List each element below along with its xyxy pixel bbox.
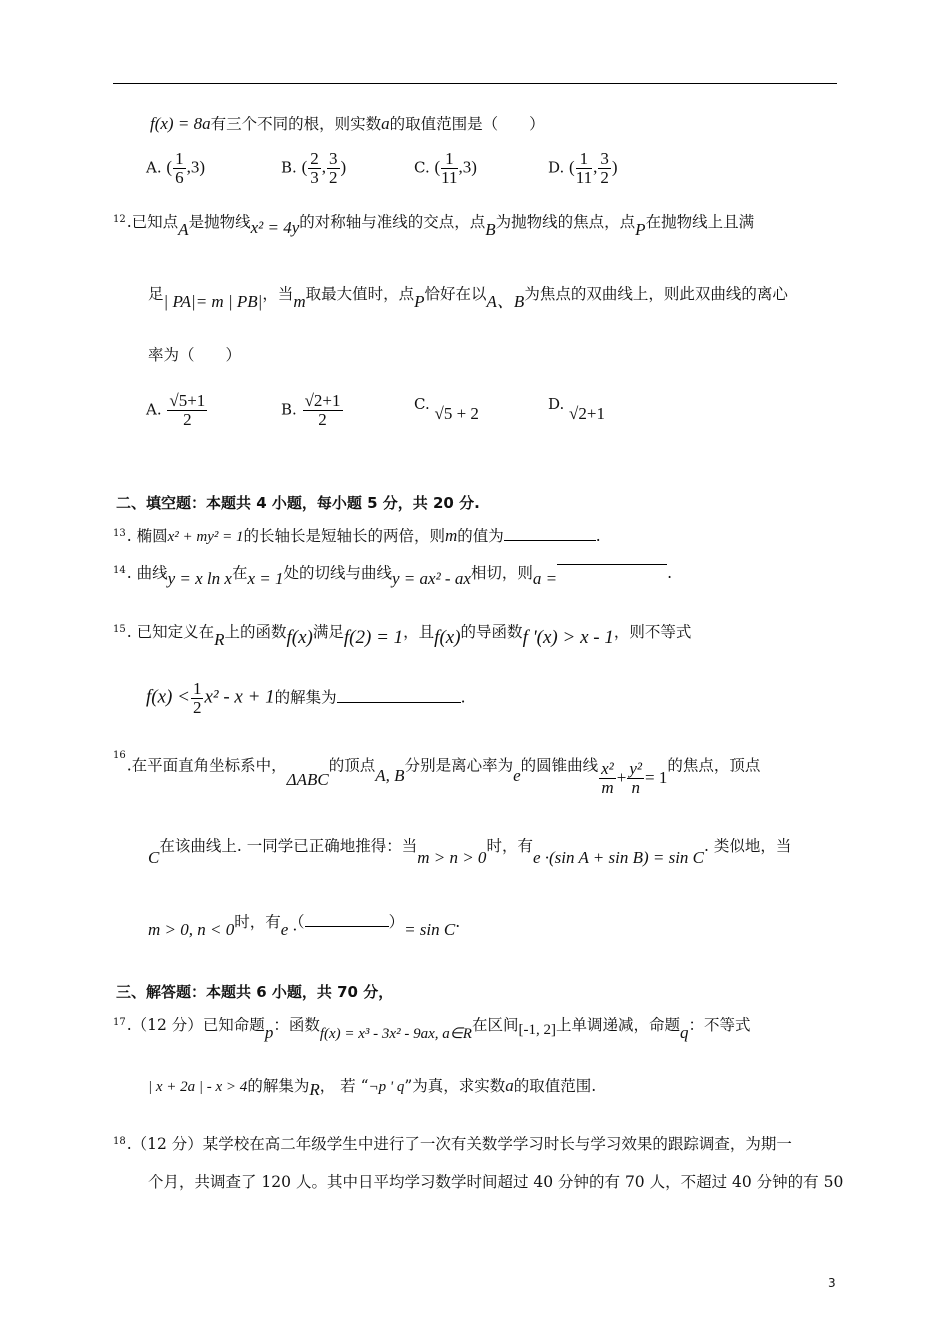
math: | PA|= m | PB| xyxy=(163,292,263,311)
q12-option-c xyxy=(414,394,479,423)
option-letter: B. xyxy=(281,400,297,419)
text: . 曲线 xyxy=(126,564,168,582)
q17-line-1 xyxy=(113,1015,751,1042)
math: R xyxy=(309,1080,320,1099)
denominator: n xyxy=(631,778,640,797)
text: 时，有 xyxy=(486,837,533,855)
answer-blank[interactable] xyxy=(337,688,461,703)
text: 为抛物线的焦点，点 xyxy=(495,213,636,231)
q16-line-1 xyxy=(113,748,761,797)
numerator: 2 xyxy=(310,149,319,168)
math: f(x) < xyxy=(146,686,190,708)
numerator: 1 xyxy=(192,679,202,698)
text: 在该曲线上. 一同学已正确地推得：当 xyxy=(159,837,418,855)
math: = sin C xyxy=(404,920,456,939)
option-rest: ,3) xyxy=(186,157,205,177)
question-number: 18 xyxy=(113,1136,126,1147)
text: ） xyxy=(388,913,405,931)
text: . 椭圆 xyxy=(126,527,168,545)
denominator: 11 xyxy=(441,168,458,187)
text: 个月，共调查了 120 人。其中日平均学习数学时间超过 40 分钟的有 70 人，不超过 40 分钟的有 50 xyxy=(148,1173,844,1191)
math: = 1 xyxy=(645,767,668,787)
math: + xyxy=(616,767,627,787)
math: R xyxy=(214,630,225,649)
text: 的长轴长是短轴长的两倍，则 xyxy=(243,527,445,545)
text: .（12 分）某学校在高二年级学生中进行了一次有关数学学习时长与学习效果的跟踪调查，为期一 xyxy=(126,1135,792,1153)
text: 的解集为 xyxy=(247,1077,310,1095)
fraction xyxy=(598,150,611,187)
text: 在抛物线上且满 xyxy=(645,213,755,231)
q11-text2: 的取值范围是（ ） xyxy=(389,115,545,133)
text: 在区间 xyxy=(471,1016,519,1034)
page-number: 3 xyxy=(828,1276,836,1290)
text: . 类似地，当 xyxy=(704,837,792,855)
text: 的焦点，顶点 xyxy=(667,756,761,775)
math: y = ax² - ax xyxy=(392,569,471,588)
q12-line-3 xyxy=(148,345,241,365)
denominator: 6 xyxy=(175,168,184,187)
question-number: 14 xyxy=(113,565,126,576)
math: f(2) = 1 xyxy=(343,627,404,648)
text: 处的切线与曲线 xyxy=(283,564,392,582)
text: （ xyxy=(296,913,305,931)
math: q xyxy=(679,1023,689,1042)
math: m xyxy=(445,526,458,545)
text: .在平面直角坐标系中， xyxy=(126,756,287,775)
paren: ( xyxy=(166,157,173,177)
text: 恰好在以 xyxy=(424,285,487,303)
q12-line-2 xyxy=(148,284,788,311)
option-letter: D. xyxy=(548,395,565,413)
math: m > 0, n < 0 xyxy=(148,920,235,939)
paren: ( xyxy=(434,157,441,177)
numerator: 3 xyxy=(600,149,609,168)
text: ，则不等式 xyxy=(613,623,692,641)
q11-text: 有三个不同的根，则实数 xyxy=(210,115,382,133)
math: a = xyxy=(532,569,558,588)
fraction xyxy=(599,760,616,797)
math: f(x) = x³ - 3x² - 9ax, a∈R xyxy=(319,1026,472,1042)
option-letter: C. xyxy=(414,158,430,177)
q11-option-d xyxy=(548,150,618,187)
math: m xyxy=(293,292,306,311)
math: [-1, 2] xyxy=(518,1022,556,1038)
fraction xyxy=(576,150,592,187)
paren: ( xyxy=(301,157,308,177)
math: | x + 2a | - x > 4 xyxy=(148,1079,248,1095)
question-number: 12 xyxy=(113,214,126,225)
denominator: 2 xyxy=(183,410,192,429)
q16-line-3 xyxy=(148,912,461,939)
answer-blank[interactable] xyxy=(504,526,596,541)
math: A xyxy=(178,220,189,239)
answer-blank[interactable] xyxy=(305,912,389,927)
math: f(x) xyxy=(434,627,461,648)
q18-line-1 xyxy=(113,1134,792,1154)
denominator: 3 xyxy=(310,168,319,187)
option-rest: ,3) xyxy=(458,157,477,177)
text: 取最大值时，点 xyxy=(305,285,415,303)
fraction xyxy=(308,150,321,187)
q12-option-d xyxy=(548,394,605,423)
math: x² = 4y xyxy=(250,218,300,237)
text: ”为真，求实数 xyxy=(404,1077,506,1095)
text: ：函数 xyxy=(273,1016,320,1034)
math: ¬p ' q xyxy=(368,1079,405,1095)
q12-option-a xyxy=(146,392,208,429)
denominator: 2 xyxy=(329,168,338,187)
math: e xyxy=(513,765,521,785)
denominator: 2 xyxy=(318,410,327,429)
numerator: y² xyxy=(629,759,643,778)
option-letter: B. xyxy=(281,158,297,177)
q15-line-2 xyxy=(146,680,466,717)
math: B xyxy=(485,220,496,239)
numerator: √5+1 xyxy=(169,391,206,410)
q14 xyxy=(113,563,673,588)
text: . xyxy=(460,688,466,707)
option-letter: A. xyxy=(146,158,162,177)
denominator: 2 xyxy=(192,698,202,717)
fraction xyxy=(191,680,204,717)
question-number: 17 xyxy=(113,1017,126,1028)
q11-stem xyxy=(150,114,545,134)
math: A, B xyxy=(375,765,405,785)
text: 时，有 xyxy=(234,913,281,931)
text: .已知点 xyxy=(126,213,179,231)
answer-blank[interactable] xyxy=(557,564,667,579)
text: 分别是离心率为 xyxy=(404,756,514,775)
text: 的取值范围. xyxy=(513,1077,597,1095)
text: 的解集为 xyxy=(274,688,337,707)
text: 的对称轴与准线的交点，点 xyxy=(299,213,486,231)
fraction xyxy=(173,150,186,187)
comma: , xyxy=(321,157,326,177)
q15-line-1 xyxy=(113,622,692,649)
math: ΔABC xyxy=(286,769,329,789)
text: 的圆锥曲线 xyxy=(520,756,599,775)
q13 xyxy=(113,526,601,547)
text: . xyxy=(595,527,601,545)
text: . 已知定义在 xyxy=(126,623,215,641)
text: 率为（ ） xyxy=(148,346,242,364)
text: ，且 xyxy=(403,623,435,641)
numerator: x² xyxy=(601,759,614,778)
q11-var: a xyxy=(381,114,390,133)
question-number: 16 xyxy=(113,750,126,761)
q18-line-2 xyxy=(148,1172,843,1192)
numerator: 1 xyxy=(441,150,457,169)
numerator: 1 xyxy=(175,149,184,168)
header-rule xyxy=(113,83,837,84)
text: 上的函数 xyxy=(224,623,287,641)
fraction xyxy=(327,150,340,187)
q11-option-c xyxy=(414,150,477,187)
option-letter: A. xyxy=(146,400,162,419)
math: y = x ln x xyxy=(167,569,232,588)
section-3-title: 三、解答题：本题共 6 小题，共 70 分， xyxy=(116,983,394,1001)
fraction xyxy=(627,760,644,797)
math: P xyxy=(414,292,425,311)
comma: , xyxy=(593,157,598,177)
math: f(x) xyxy=(286,627,313,648)
q11-option-b xyxy=(281,150,346,187)
option-expr: √5 + 2 xyxy=(434,404,479,423)
math: e ·(sin A + sin B) = sin C xyxy=(532,848,705,867)
text: ：不等式 xyxy=(688,1016,751,1034)
text: 足 xyxy=(148,285,164,303)
option-expr: √2+1 xyxy=(569,404,605,423)
text: 在 xyxy=(231,564,248,582)
option-letter: C. xyxy=(414,395,430,413)
q11-option-a xyxy=(146,150,205,187)
math: p xyxy=(264,1023,274,1042)
math: f '(x) > x - 1 xyxy=(522,627,614,648)
text: 上单调递减，命题 xyxy=(555,1016,680,1034)
denominator: m xyxy=(601,778,614,797)
numerator: 3 xyxy=(329,149,338,168)
text: ，当 xyxy=(262,285,294,303)
fraction xyxy=(167,392,207,429)
q16-line-2 xyxy=(148,836,792,867)
text: . xyxy=(455,913,461,931)
paren: ) xyxy=(611,157,618,177)
text: .（12 分）已知命题 xyxy=(126,1016,265,1034)
paren: ) xyxy=(340,157,347,177)
q17-line-2 xyxy=(148,1076,596,1097)
math: C xyxy=(148,848,160,867)
text: 是抛物线 xyxy=(188,213,251,231)
text: 相切，则 xyxy=(470,564,533,582)
fraction xyxy=(441,150,457,187)
option-letter: D. xyxy=(548,158,565,177)
q12-option-b xyxy=(281,392,344,429)
denominator: 2 xyxy=(600,168,609,187)
text: 的导函数 xyxy=(460,623,523,641)
math: P xyxy=(635,220,646,239)
question-number: 15 xyxy=(113,624,126,635)
math: x² + my² = 1 xyxy=(167,529,244,545)
math: x = 1 xyxy=(247,569,284,588)
numerator: 1 xyxy=(576,150,592,169)
numerator: √2+1 xyxy=(304,391,341,410)
math: e · xyxy=(280,920,297,939)
fraction xyxy=(303,392,343,429)
math: a xyxy=(505,1076,514,1095)
denominator: 11 xyxy=(575,168,593,187)
text: . xyxy=(667,564,673,582)
q11-equation: f(x) = 8a xyxy=(150,114,211,133)
q12-line-1 xyxy=(113,212,755,239)
text: 的顶点 xyxy=(328,756,376,775)
text: ， 若 “ xyxy=(319,1077,369,1095)
paren: ( xyxy=(569,157,575,177)
math: A、B xyxy=(486,292,525,311)
section-2-title: 二、填空题：本题共 4 小题，每小题 5 分，共 20 分. xyxy=(116,494,480,512)
text: 满足 xyxy=(312,623,344,641)
math: m > n > 0 xyxy=(417,848,487,867)
question-number: 13 xyxy=(113,528,126,539)
text: 为焦点的双曲线上，则此双曲线的离心 xyxy=(524,285,788,303)
text: 的值为 xyxy=(457,527,504,545)
math: x² - x + 1 xyxy=(204,686,275,708)
